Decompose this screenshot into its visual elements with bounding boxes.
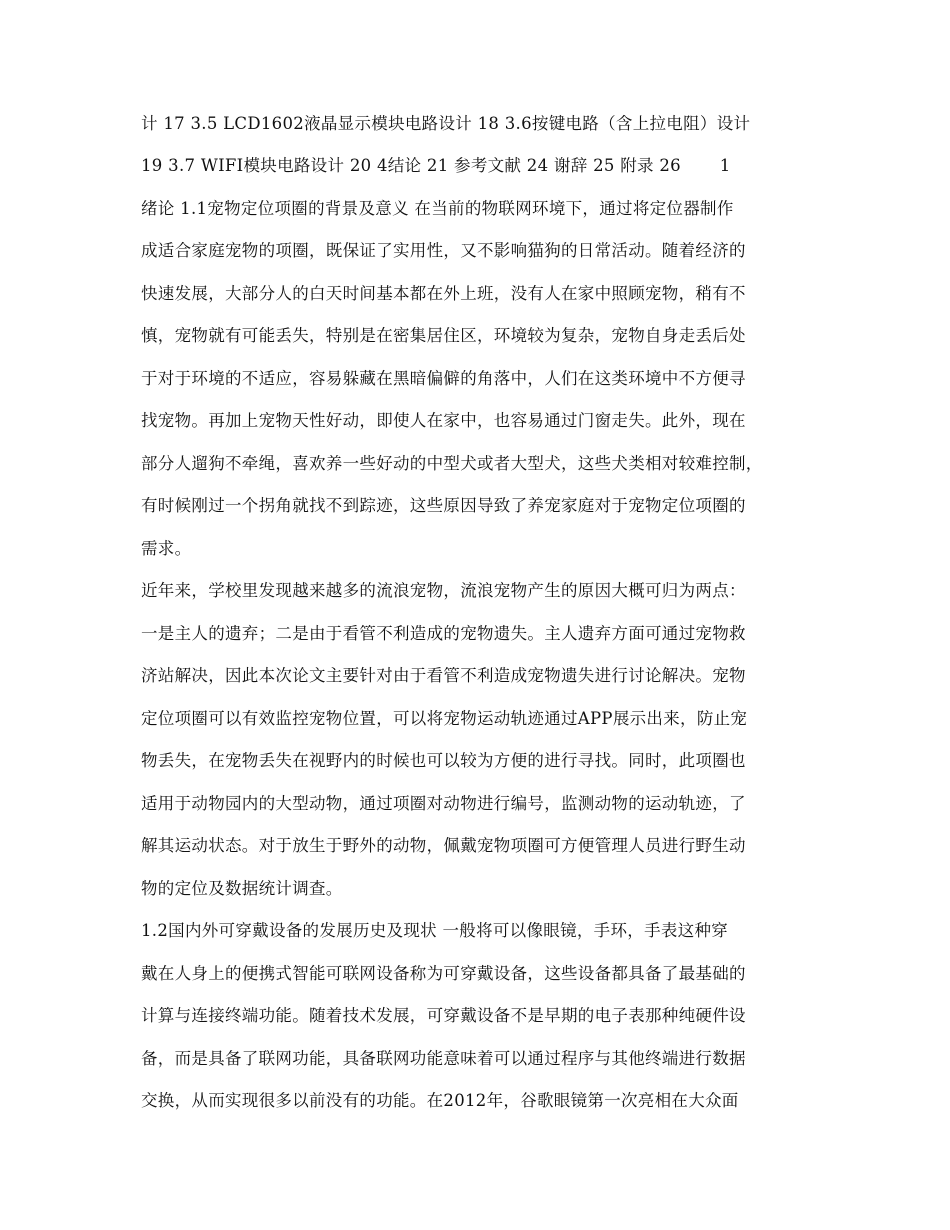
- text-line: 一是主人的遗弃；二是由于看管不利造成的宠物遗失。主人遗弃方面可通过宠物救: [141, 624, 746, 643]
- text-line: 19 3.7 WIFI模块电路设计 20 4结论 21 参考文献 24 谢辞 25 附录 26 1: [141, 156, 731, 175]
- text-line: 戴在人身上的便携式智能可联网设备称为可穿戴设备，这些设备都具备了最基础的: [141, 964, 746, 983]
- text-line: 绪论 1.1宠物定位项圈的背景及意义 在当前的物联网环境下，通过将定位器制作: [141, 199, 734, 218]
- text-line: 需求。: [141, 539, 192, 558]
- text-line: 交换，从而实现很多以前没有的功能。在2012年，谷歌眼镜第一次亮相在大众面: [141, 1091, 739, 1110]
- text-line: 计 17 3.5 LCD1602液晶显示模块电路设计 18 3.6按键电路（含上拉电阻）设计: [141, 114, 751, 133]
- text-line: 慎，宠物就有可能丢失，特别是在密集居住区，环境较为复杂，宠物自身走丢后处: [141, 326, 746, 345]
- text-line: 有时候刚过一个拐角就找不到踪迹，这些原因导致了养宠家庭对于宠物定位项圈的: [141, 496, 746, 515]
- text-line: 快速发展，大部分人的白天时间基本都在外上班，没有人在家中照顾宠物，稍有不: [141, 284, 746, 303]
- text-line: 解其运动状态。对于放生于野外的动物，佩戴宠物项圈可方便管理人员进行野生动: [141, 836, 746, 855]
- text-line: 适用于动物园内的大型动物，通过项圈对动物进行编号，监测动物的运动轨迹，了: [141, 794, 746, 813]
- text-line: 备，而是具备了联网功能，具备联网功能意味着可以通过程序与其他终端进行数据: [141, 1049, 746, 1068]
- text-line: 物丢失，在宠物丢失在视野内的时候也可以较为方便的进行寻找。同时，此项圈也: [141, 751, 746, 770]
- text-line: 济站解决，因此本次论文主要针对由于看管不利造成宠物遗失进行讨论解决。宠物: [141, 666, 746, 685]
- text-line: 计算与连接终端功能。随着技术发展，可穿戴设备不是早期的电子表那种纯硬件设: [141, 1006, 746, 1025]
- text-line: 于对于环境的不适应，容易躲藏在黑暗偏僻的角落中，人们在这类环境中不方便寻: [141, 369, 746, 388]
- text-line: 部分人遛狗不牵绳，喜欢养一些好动的中型犬或者大型犬，这些犬类相对较难控制，: [141, 454, 763, 473]
- text-line: 1.2国内外可穿戴设备的发展历史及现状 一般将可以像眼镜，手环，手表这种穿: [141, 921, 729, 940]
- text-line: 物的定位及数据统计调查。: [141, 879, 343, 898]
- text-line: 定位项圈可以有效监控宠物位置，可以将宠物运动轨迹通过APP展示出来，防止宠: [141, 709, 748, 728]
- text-line: 成适合家庭宠物的项圈，既保证了实用性，又不影响猫狗的日常活动。随着经济的: [141, 241, 746, 260]
- text-line: 近年来，学校里发现越来越多的流浪宠物，流浪宠物产生的原因大概可归为两点：: [141, 581, 746, 600]
- text-line: 找宠物。再加上宠物天性好动，即使人在家中，也容易通过门窗走失。此外，现在: [141, 411, 746, 430]
